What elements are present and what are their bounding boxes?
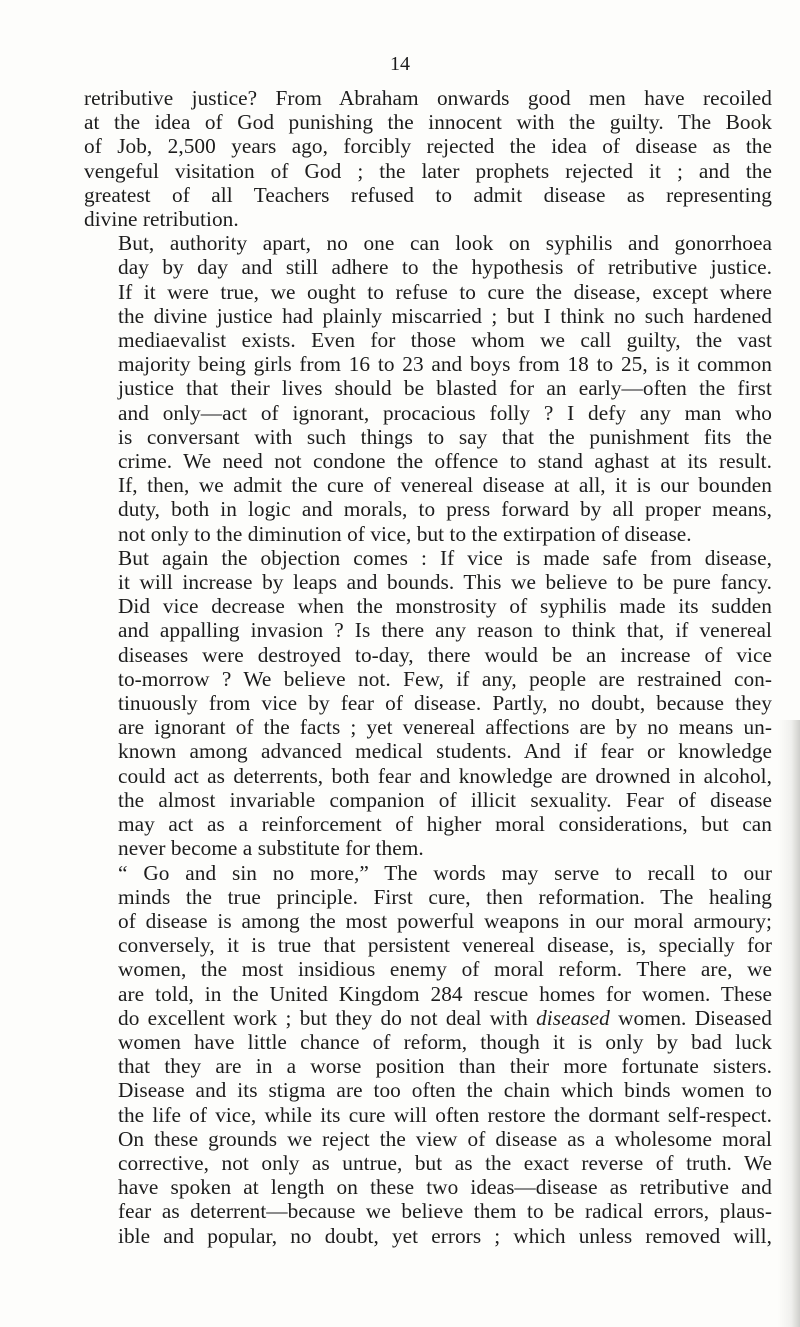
text-line: duty, both in logic and morals, to press forward by all proper means, (118, 497, 772, 522)
paragraph-2 (84, 231, 772, 546)
body-text (84, 86, 772, 1248)
text-line: But, authority apart, no one can look on syphilis and gonorrhoea (118, 231, 772, 256)
text-line: Disease and its stigma are too often the chain which binds women to (118, 1078, 772, 1103)
text-line: diseases were destroyed to-day, there would be an increase of vice (118, 642, 772, 667)
text-line: majority being girls from 16 to 23 and boys from 18 to 25, is it common (118, 352, 772, 377)
text-line: divine retribution. (84, 207, 239, 232)
text-line: and appalling invasion ? Is there any reason to think that, if venereal (118, 618, 772, 643)
text-line: If it were true, we ought to refuse to cure the disease, except where (118, 279, 772, 304)
text-line: corrective, not only as untrue, but as the exact reverse of truth. We (118, 1150, 772, 1175)
text-line: women have little chance of reform, though it is only by bad luck (118, 1029, 772, 1054)
text-line: to-morrow ? We believe not. Few, if any, people are restrained con- (118, 666, 772, 691)
text-line: fear as deterrent—because we believe them to be radical errors, plaus- (118, 1199, 772, 1224)
text-line: vengeful visitation of God ; the later prophets rejected it ; and the (84, 158, 772, 183)
text-line: could act as deterrents, both fear and knowledge are drowned in alcohol, (118, 763, 772, 788)
text-line: known among advanced medical students. And if fear or knowledge (118, 739, 772, 764)
text-line: that they are in a worse position than their more fortunate sisters. (118, 1054, 772, 1079)
paragraph-4 (84, 861, 772, 1248)
page-number: 14 (390, 53, 410, 75)
paragraph-3 (84, 546, 772, 861)
text-line: tinuously from vice by fear of disease. Partly, no doubt, because they (118, 691, 772, 716)
text-line: mediaevalist exists. Even for those whom we call guilty, the vast (118, 328, 772, 353)
text-run: do excellent work ; but they do not deal with (118, 1005, 537, 1030)
text-line: is conversant with such things to say that the punishment fits the (118, 424, 772, 449)
text-line: never become a substitute for them. (118, 836, 424, 861)
text-line: justice that their lives should be blasted for an early—often the first (118, 376, 772, 401)
text-line: day by day and still adhere to the hypothesis of retributive justice. (118, 255, 772, 280)
paragraph-1 (84, 86, 772, 231)
text-line: women, the most insidious enemy of moral reform. There are, we (118, 957, 772, 982)
text-line: crime. We need not condone the offence to stand aghast at its result. (118, 449, 772, 474)
text-line: retributive justice? From Abraham onwards good men have recoiled (84, 86, 772, 110)
text-line: of disease is among the most powerful weapons in our moral armoury; (118, 908, 772, 933)
text-line: the life of vice, while its cure will often restore the dormant self-respect. (118, 1102, 772, 1127)
text-line: If, then, we admit the cure of venereal disease at all, it is our bounden (118, 473, 772, 498)
text-line: and only—act of ignorant, procacious folly ? I defy any man who (118, 400, 772, 425)
text-line: On these grounds we reject the view of disease as a wholesome moral (118, 1126, 772, 1151)
text-line: ible and popular, no doubt, yet errors ; which unless removed will, (118, 1223, 772, 1248)
text-line: of Job, 2,500 years ago, forcibly rejected the idea of disease as the (84, 134, 772, 159)
text-line: greatest of all Teachers refused to admit disease as representing (84, 182, 772, 207)
text-line-with-italic (84, 1006, 772, 1030)
italic-word: diseased (536, 1005, 610, 1030)
text-line: But again the objection comes : If vice is made safe from disease, (118, 545, 772, 570)
text-line: Did vice decrease when the monstrosity of syphilis made its sudden (118, 594, 772, 619)
text-line: “ Go and sin no more,” The words may serve to recall to our (118, 860, 772, 885)
text-line: are told, in the United Kingdom 284 rescue homes for women. These (118, 981, 772, 1006)
text-line: minds the true principle. First cure, then reformation. The healing (118, 884, 772, 909)
text-run: women. Diseased (609, 1005, 772, 1030)
page-edge-shadow (778, 720, 800, 1327)
text-line: not only to the diminution of vice, but to the extirpation of disease. (118, 521, 692, 546)
text-line: conversely, it is true that persistent venereal disease, is, specially for (118, 933, 772, 958)
text-line: the divine justice had plainly miscarried ; but I think no such hardened (118, 303, 772, 328)
text-line: it will increase by leaps and bounds. This we believe to be pure fancy. (118, 570, 772, 595)
text-line: are ignorant of the facts ; yet venereal affections are by no means un- (118, 715, 772, 740)
text-line: may act as a reinforcement of higher moral considerations, but can (118, 812, 772, 837)
text-line: at the idea of God punishing the innocent with the guilty. The Book (84, 110, 772, 135)
text-line: the almost invariable companion of illicit sexuality. Fear of disease (118, 787, 772, 812)
text-line: have spoken at length on these two ideas—disease as retributive and (118, 1175, 772, 1200)
